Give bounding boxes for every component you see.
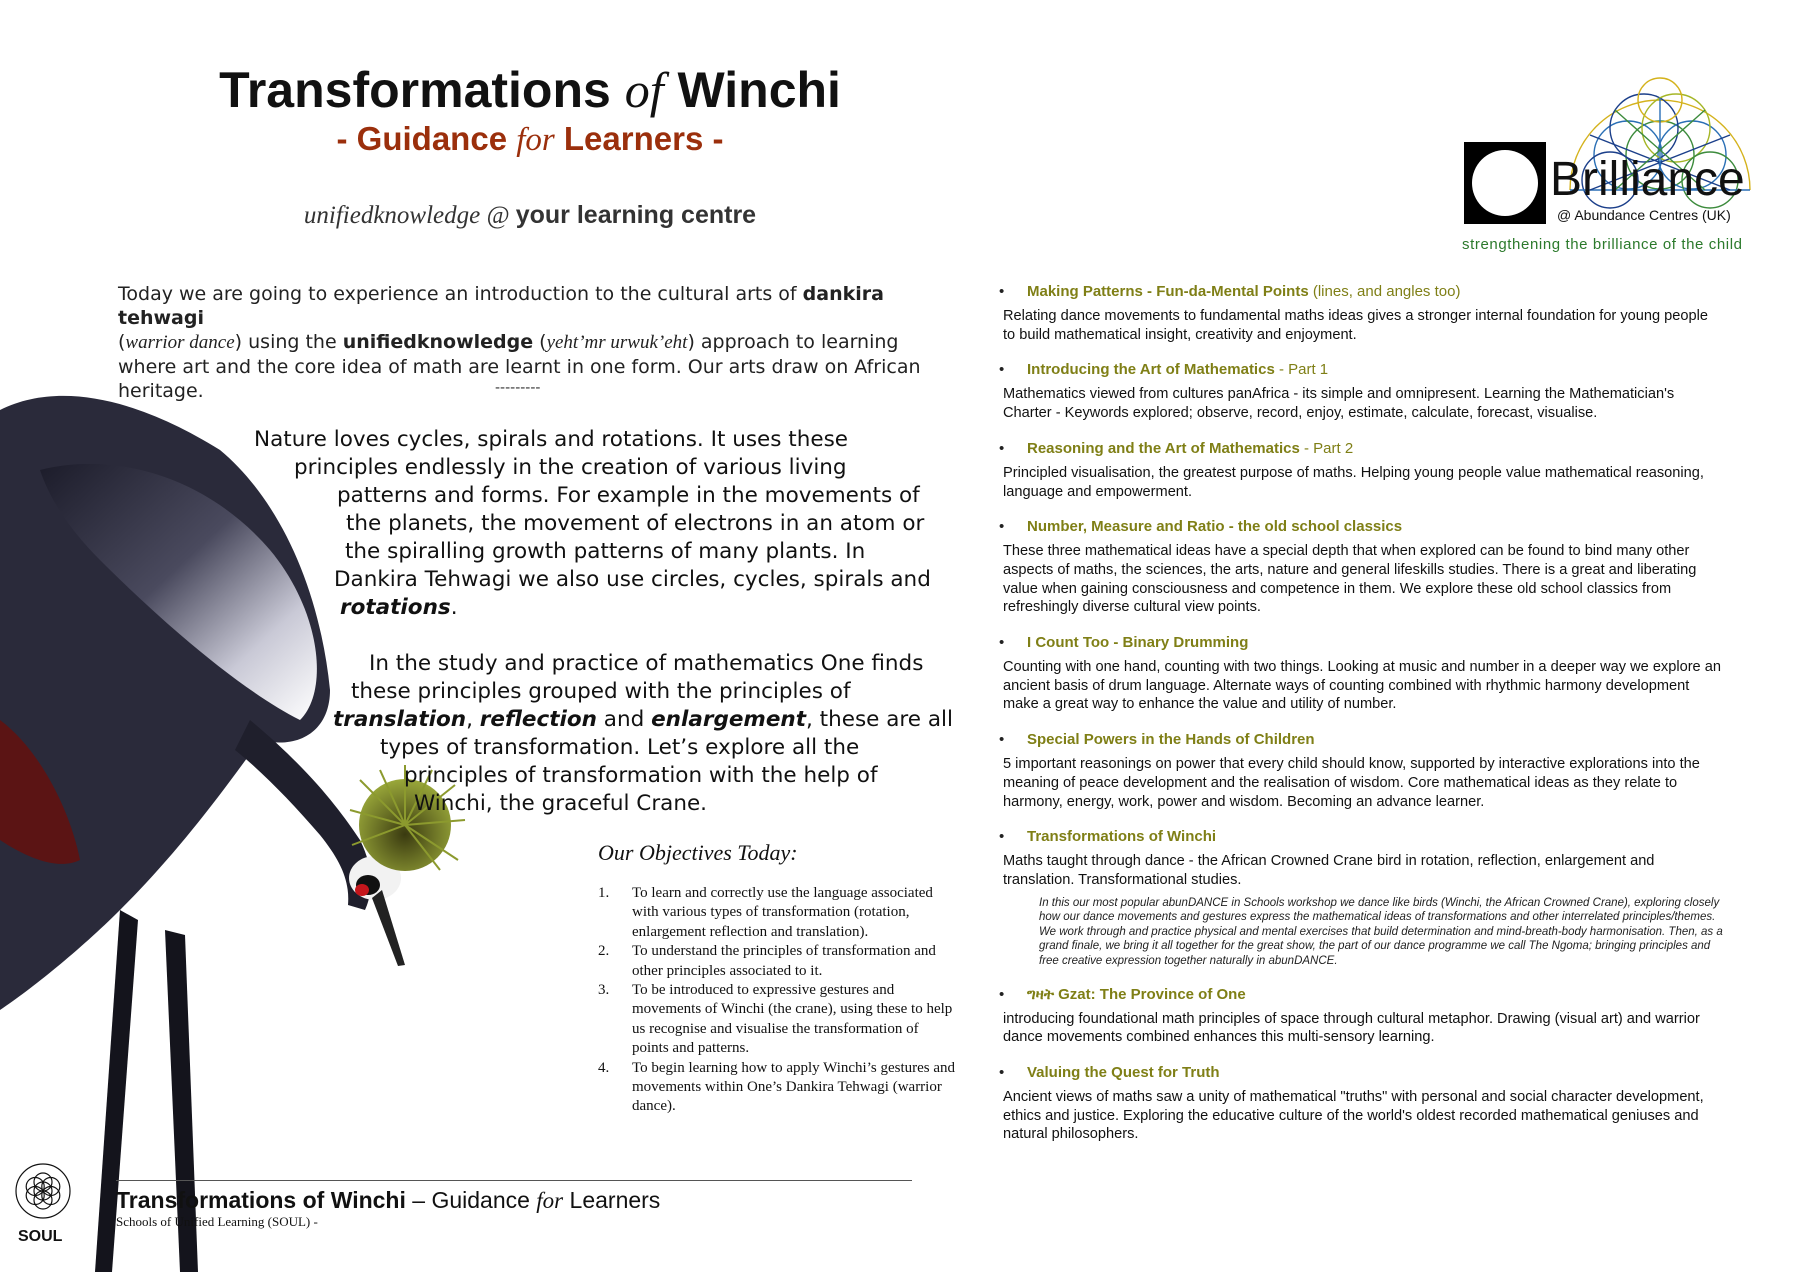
crane-wattle <box>355 884 369 896</box>
poem-line: Winchi, the graceful Crane. <box>414 791 708 816</box>
footer-subtitle: Schools of Unified Learning (SOUL) - <box>116 1214 318 1229</box>
workshop-list <box>1003 282 1723 1160</box>
workshop-heading: • I Count Too - Binary Drumming <box>1003 633 1723 652</box>
footer-title: Transformations of Winchi – Guidance for Learners <box>116 1187 661 1213</box>
workshop-heading: • Making Patterns - Fun-da-Mental Points (lines, and angles too) <box>1003 282 1723 301</box>
workshop-item <box>1003 439 1723 501</box>
crane-beak <box>372 890 405 966</box>
brilliance-logo <box>1440 40 1770 260</box>
objectives-list <box>598 884 958 1117</box>
workshop-description: Counting with one hand, counting with two things. Looking at music and number in a deeper way we explore an ancient basis of drum language. Alternate ways of counting combined with rhythmic harmony development make a great way to enhance the value and utility of number. <box>1003 659 1721 713</box>
poem-line: Dankira Tehwagi we also use circles, cycles, spirals and <box>334 567 931 592</box>
objectives-title: Our Objectives Today: <box>598 840 798 865</box>
workshop-item <box>1003 985 1723 1047</box>
poem-line: types of transformation. Let’s explore all the <box>380 735 860 760</box>
objective-item: 2. To understand the principles of transformation and other principles associated to it. <box>598 943 936 979</box>
workshop-description: Relating dance movements to fundamental maths ideas gives a stronger internal foundation for young people to build mathematical insight, creativity and enjoyment. <box>1003 308 1708 343</box>
poem-line: patterns and forms. For example in the movements of <box>337 483 920 508</box>
intro-paragraph: Today we are going to experience an introduction to the cultural arts of dankira tehwagi (warrior dance) using the unifiedknowledge (yeht’mr urwuk’eht) approach to learning where art and the core idea of math are learnt in one form. Our arts draw on African heritage. <box>118 283 921 402</box>
poem-line: translation, reflection and enlargement, these are all <box>333 707 953 732</box>
workshop-heading: • Introducing the Art of Mathematics - Part 1 <box>1003 360 1723 379</box>
workshop-note: In this our most popular abunDANCE in Schools workshop we dance like birds (Winchi, the African Crowned Crane), exploring closely how our dance movements and gestures express the mathematical ideas of transformations and other interrelated principles/themes. We work through and practice physical and mental exercises that build determination and mind-breath-body harmonisation. Then, as a grand finale, we bring it all together for the great show, the part of our dance programme we call The Ngoma; bringing principles and free creative expression together naturally in abunDANCE. <box>1039 896 1723 968</box>
poem-line: the planets, the movement of electrons in an atom or <box>346 511 925 536</box>
brilliance-subtitle: @ Abundance Centres (UK) <box>1557 207 1731 223</box>
workshop-description: Mathematics viewed from cultures panAfrica - its simple and omnipresent. Learning the Mathematician's Charter - Keywords explored; observe, record, enjoy, estimate, calculate, forecast, visualise. <box>1003 386 1675 422</box>
workshop-description: Ancient views of maths saw a unity of mathematical "truths" with personal and social character development, ethics and justice. Exploring the educative culture of the world's oldest recorded mathematical geniuses and natural philosophers. <box>1003 1089 1704 1143</box>
workshop-description: Maths taught through dance - the African Crowned Crane bird in rotation, reflection, enlargement and translation. Transformational studies. <box>1003 853 1655 888</box>
workshop-item <box>1003 827 1723 968</box>
workshop-heading: • Valuing the Quest for Truth <box>1003 1063 1723 1082</box>
brilliance-tagline: strengthening the brilliance of the child <box>1462 236 1743 253</box>
workshop-heading: • ግዛት Gzat: The Province of One <box>1003 985 1723 1004</box>
brilliance-wordmark: Brilliance <box>1550 153 1745 206</box>
poem-line: Nature loves cycles, spirals and rotations. It uses these <box>254 427 849 452</box>
page-subtitle: - Guidance for Learners - <box>336 120 724 158</box>
footer-divider <box>116 1180 912 1181</box>
workshop-item <box>1003 633 1723 714</box>
workshop-description: These three mathematical ideas have a special depth that when explored can be found to bind many other aspects of maths, the sciences, the arts, nature and general lifeskills studies. There is a great and liberating value when gaining consciousness and competence in them. We explore these old school classics from refreshingly diverse cultural view points. <box>1003 543 1697 616</box>
workshop-item <box>1003 360 1723 422</box>
workshop-item <box>1003 517 1723 617</box>
workshop-item <box>1003 730 1723 811</box>
poem-line: rotations. <box>340 595 458 620</box>
workshop-description: 5 important reasonings on power that every child should know, supported by interactive explorations into the meaning of peace development and the realisation of wisdom. Core mathematical ideas as they relate to harmony, energy, work, power and wisdom. Becoming an advance learner. <box>1003 756 1700 810</box>
workshop-heading: • Number, Measure and Ratio - the old school classics <box>1003 517 1723 536</box>
poem-line: In the study and practice of mathematics One finds <box>369 651 924 676</box>
separator-dashes: --------- <box>495 380 541 396</box>
workshop-heading: • Reasoning and the Art of Mathematics - Part 2 <box>1003 439 1723 458</box>
poem-line: principles endlessly in the creation of various living <box>294 455 847 480</box>
objective-item: 3. To be introduced to expressive gestures and movements of Winchi (the crane), using these to help us recognise and visualise the transformation of points and patterns. <box>598 982 953 1057</box>
workshop-heading: • Transformations of Winchi <box>1003 827 1723 846</box>
soul-label: SOUL <box>18 1228 63 1245</box>
poem-line: the spiralling growth patterns of many plants. In <box>345 539 866 564</box>
soul-logo-icon <box>14 1162 72 1220</box>
poem-line: principles of transformation with the help of <box>404 763 878 788</box>
workshop-item <box>1003 282 1723 344</box>
poem-line: these principles grouped with the principles of <box>351 679 851 704</box>
workshop-description: Principled visualisation, the greatest purpose of maths. Helping young people value mathematical reasoning, language and empowerment. <box>1003 464 1704 500</box>
page-title: Transformations of Winchi <box>219 62 841 118</box>
workshop-description: introducing foundational math principles of space through cultural metaphor. Drawing (visual art) and warrior dance movements combined enhances this multi-sensory learning. <box>1003 1010 1700 1046</box>
workshop-heading: • Special Powers in the Hands of Children <box>1003 730 1723 749</box>
learning-centre-line: unifiedknowledge @ your learning centre <box>303 201 757 229</box>
objective-item: 1. To learn and correctly use the language associated with various types of transformation (rotation, enlargement reflection and translation). <box>598 885 933 940</box>
logo-circle <box>1472 150 1538 216</box>
title-of: of <box>624 62 664 118</box>
objective-item: 4. To begin learning how to apply Winchi’s gestures and movements within One’s Dankira Tehwagi (warrior dance). <box>598 1059 956 1115</box>
workshop-item <box>1003 1063 1723 1144</box>
